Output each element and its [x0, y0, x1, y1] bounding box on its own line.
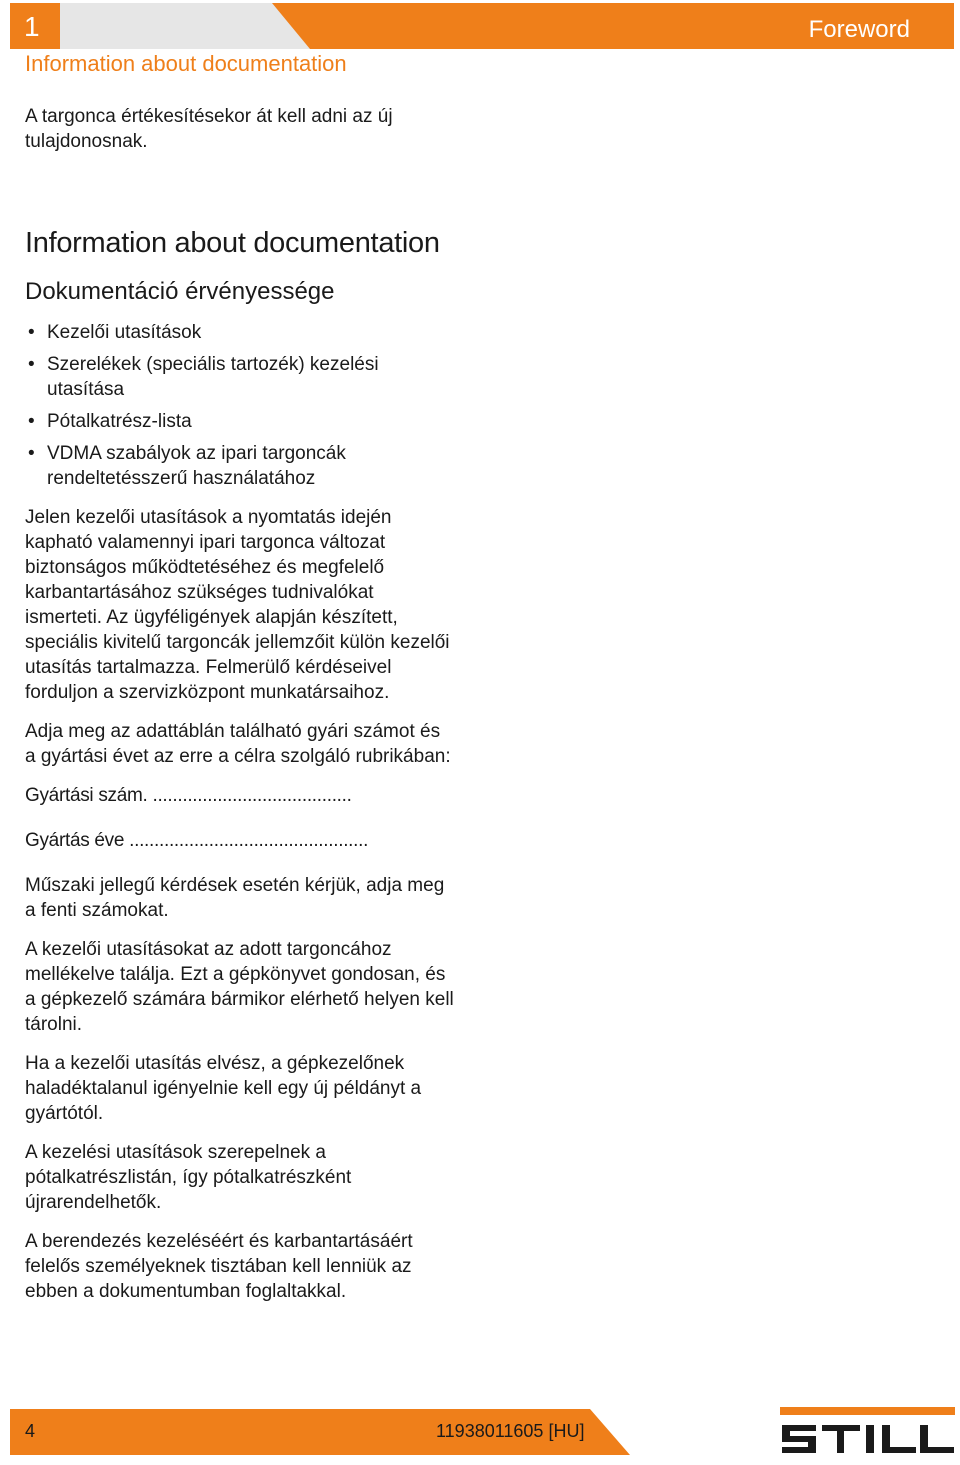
main-content [25, 104, 455, 1304]
paragraph-responsibility: A berendezés kezeléséért és karbantartásáért felelős személyeknek tisztában kell lenniük az ebben a dokumentumban foglaltakkal. [25, 1231, 413, 1302]
list-item-text: Kezelői utasítások [47, 322, 202, 343]
paragraph-storage: A kezelői utasításokat az adott targoncához mellékelve találja. Ezt a gépkönyvet gondosan, és a gépkezelő számára bármikor elérhető helyen kell tárolni. [25, 939, 454, 1035]
document-list [25, 320, 455, 491]
list-item-text: VDMA szabályok az ipari targoncák rendeltetésszerű használatához [47, 443, 346, 489]
production-year-field: Gyártás éve ................................................ [25, 830, 369, 851]
page-subtitle: Dokumentáció érvényessége [25, 278, 335, 305]
list-item: • Kezelői utasítások [28, 322, 202, 343]
section-title: Foreword [808, 16, 910, 43]
paragraph-spare-parts: A kezelési utasítások szerepelnek a pótalkatrészlistán, így pótalkatrészként újrarendelhetők. [25, 1142, 352, 1213]
list-item: • VDMA szabályok az ipari targoncák rendeltetésszerű használatához [28, 443, 346, 489]
page-number: 4 [25, 1421, 36, 1441]
list-item-text: Pótalkatrész-lista [47, 411, 192, 432]
page-title: Information about documentation [25, 227, 440, 259]
list-item-text: Szerelékek (speciális tartozék) kezelési utasítása [47, 354, 379, 400]
paragraph-serial-instructions: Adja meg az adattáblán található gyári számot és a gyártási évet az erre a célra szolgáló rubrikában: [25, 721, 451, 767]
document-code: 11938011605 [HU] [436, 1421, 585, 1441]
paragraph-lost-manual: Ha a kezelői utasítás elvész, a gépkezelőnek haladéktalanul igényelnie kell egy új példányt a gyártótól. [25, 1053, 422, 1124]
chapter-number: 1 [24, 11, 40, 42]
serial-number-field: Gyártási szám. ........................................ [25, 785, 352, 806]
paragraph-technical-questions: Műszaki jellegű kérdések esetén kérjük, adja meg a fenti számokat. [25, 875, 445, 921]
running-head: Information about documentation [25, 51, 347, 76]
paragraph-scope: Jelen kezelői utasítások a nyomtatás idején kapható valamennyi ipari targonca változat biztonságos működtetéséhez és megfelelő karbantartásához szükséges tudnivalókat ismerteti. Az ügyféligények alapján készített, speciális kivitelű targoncák jellemzőit külön kezelői utasítás tartalmazza. Felmerülő kérdéseivel forduljon a szervizközpont munkatársaihoz. [25, 507, 450, 703]
still-logo [780, 1407, 955, 1457]
page-header-band [10, 3, 954, 49]
list-item: • Pótalkatrész-lista [28, 411, 192, 432]
page-footer-band [10, 1409, 630, 1455]
list-item: • Szerelékek (speciális tartozék) kezelési utasítása [28, 354, 379, 400]
intro-paragraph: A targonca értékesítésekor át kell adni az új tulajdonosnak. [25, 106, 393, 152]
